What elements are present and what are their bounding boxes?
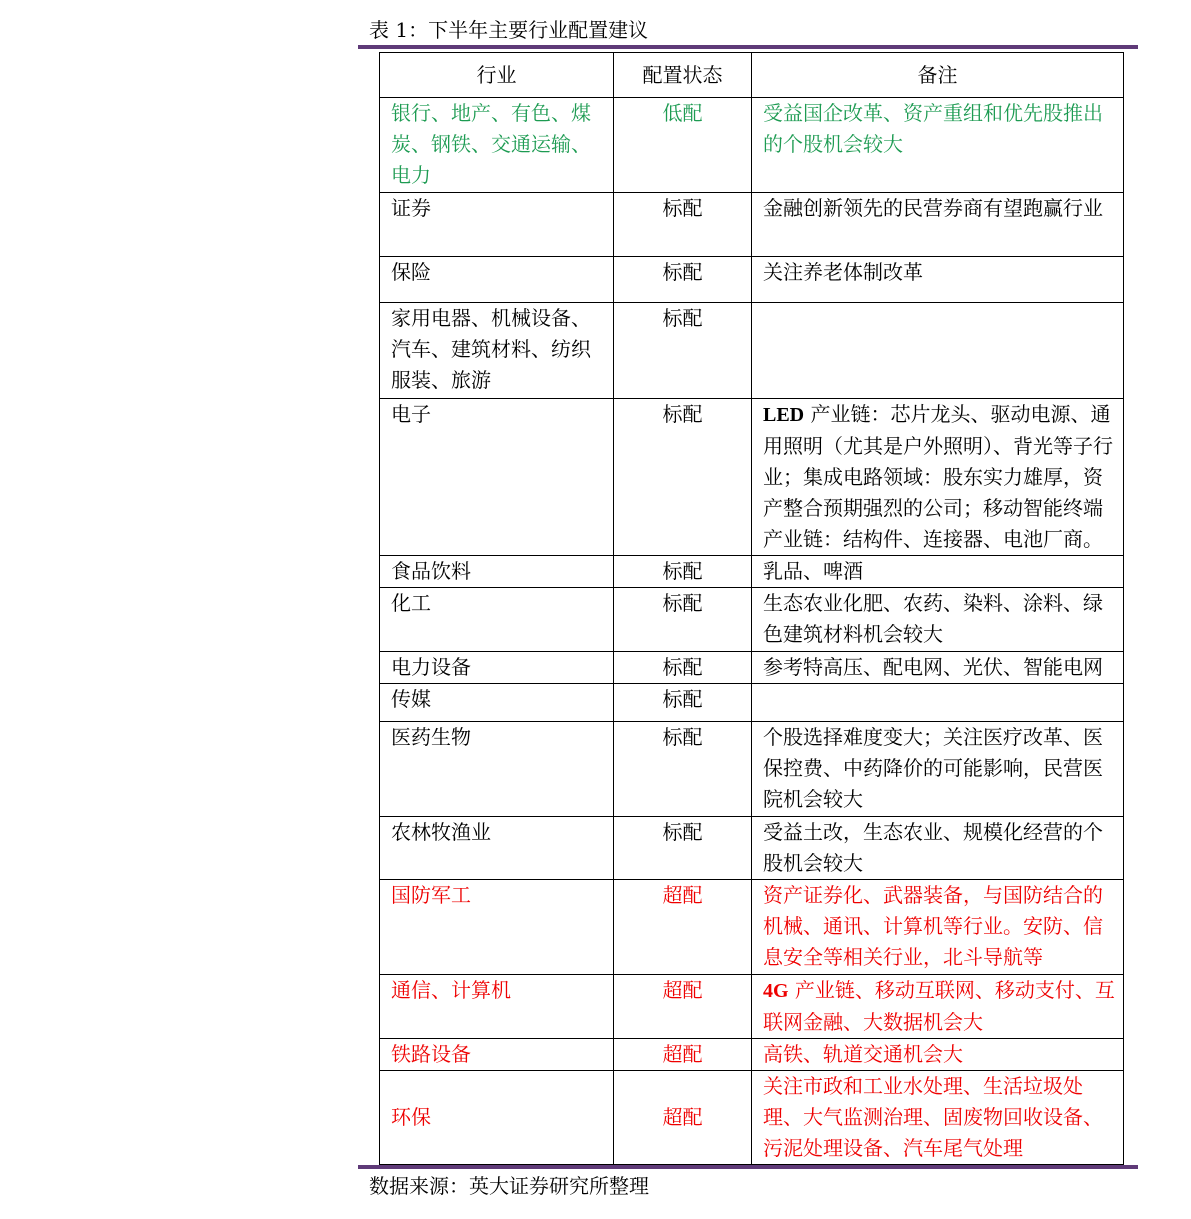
note-lead-text: 4G xyxy=(763,980,789,1002)
industry-cell: 通信、计算机 xyxy=(380,975,614,1039)
industry-cell: 环保 xyxy=(380,1071,614,1165)
industry-cell: 保险 xyxy=(380,257,614,303)
top-rule xyxy=(358,45,1138,49)
table-row xyxy=(380,817,1124,880)
table-row xyxy=(380,399,1124,556)
industry-cell: 证券 xyxy=(380,193,614,257)
table-header-row xyxy=(380,53,1124,98)
industry-cell: 传媒 xyxy=(380,684,614,722)
note-cell xyxy=(752,975,1124,1039)
note-text: 产业链、移动互联网、移动支付、互联网金融、大数据机会大 xyxy=(763,978,1115,1034)
status-cell: 标配 xyxy=(614,193,752,257)
industry-cell: 化工 xyxy=(380,588,614,652)
status-cell: 超配 xyxy=(614,975,752,1039)
status-cell: 标配 xyxy=(614,817,752,880)
industry-cell: 家用电器、机械设备、汽车、建筑材料、纺织服装、旅游 xyxy=(380,303,614,399)
note-cell: 受益国企改革、资产重组和优先股推出的个股机会较大 xyxy=(752,98,1124,193)
note-cell: 乳品、啤酒 xyxy=(752,556,1124,588)
note-cell: 受益土改，生态农业、规模化经营的个股机会较大 xyxy=(752,817,1124,880)
table-row xyxy=(380,98,1124,193)
table-row xyxy=(380,303,1124,399)
note-cell xyxy=(752,399,1124,556)
bottom-rule xyxy=(358,1165,1138,1169)
note-cell xyxy=(752,684,1124,722)
table-row xyxy=(380,1071,1124,1165)
industry-cell: 医药生物 xyxy=(380,722,614,817)
status-cell: 标配 xyxy=(614,399,752,556)
industry-cell: 国防军工 xyxy=(380,880,614,975)
industry-cell: 电力设备 xyxy=(380,652,614,684)
industry-cell: 银行、地产、有色、煤炭、钢铁、交通运输、电力 xyxy=(380,98,614,193)
table-row xyxy=(380,556,1124,588)
header-note: 备注 xyxy=(752,53,1124,98)
table-row xyxy=(380,588,1124,652)
source-note: 数据来源：英大证券研究所整理 xyxy=(369,1174,649,1198)
table-row xyxy=(380,1039,1124,1071)
industry-allocation-table xyxy=(379,52,1124,1165)
status-cell: 超配 xyxy=(614,880,752,975)
table-row xyxy=(380,880,1124,975)
note-cell xyxy=(752,303,1124,399)
note-text: 产业链：芯片龙头、驱动电源、通用照明（尤其是户外照明）、背光等子行业；集成电路领域：股东实力雄厚，资产整合预期强烈的公司；移动智能终端产业链：结构件、连接器、电池厂商。 xyxy=(763,402,1113,551)
industry-cell: 农林牧渔业 xyxy=(380,817,614,880)
table-row xyxy=(380,684,1124,722)
note-cell: 高铁、轨道交通机会大 xyxy=(752,1039,1124,1071)
note-cell: 关注市政和工业水处理、生活垃圾处理、大气监测治理、固废物回收设备、污泥处理设备、汽车尾气处理 xyxy=(752,1071,1124,1165)
table-row xyxy=(380,257,1124,303)
note-cell: 资产证券化、武器装备，与国防结合的机械、通讯、计算机等行业。安防、信息安全等相关行业，北斗导航等 xyxy=(752,880,1124,975)
note-cell: 参考特高压、配电网、光伏、智能电网 xyxy=(752,652,1124,684)
note-cell: 生态农业化肥、农药、染料、涂料、绿色建筑材料机会较大 xyxy=(752,588,1124,652)
industry-cell: 铁路设备 xyxy=(380,1039,614,1071)
status-cell: 超配 xyxy=(614,1039,752,1071)
table-title: 表 1：下半年主要行业配置建议 xyxy=(369,18,649,42)
header-industry: 行业 xyxy=(380,53,614,98)
status-cell: 标配 xyxy=(614,588,752,652)
table-row xyxy=(380,975,1124,1039)
note-cell: 金融创新领先的民营券商有望跑赢行业 xyxy=(752,193,1124,257)
table-row xyxy=(380,722,1124,817)
status-cell: 标配 xyxy=(614,303,752,399)
industry-cell: 食品饮料 xyxy=(380,556,614,588)
status-cell: 标配 xyxy=(614,722,752,817)
note-cell: 个股选择难度变大；关注医疗改革、医保控费、中药降价的可能影响，民营医院机会较大 xyxy=(752,722,1124,817)
note-lead-text: LED xyxy=(763,404,805,426)
status-cell: 标配 xyxy=(614,684,752,722)
table-row xyxy=(380,652,1124,684)
status-cell: 低配 xyxy=(614,98,752,193)
industry-cell: 电子 xyxy=(380,399,614,556)
header-status: 配置状态 xyxy=(614,53,752,98)
status-cell: 标配 xyxy=(614,257,752,303)
note-cell: 关注养老体制改革 xyxy=(752,257,1124,303)
status-cell: 标配 xyxy=(614,652,752,684)
status-cell: 超配 xyxy=(614,1071,752,1165)
table-row xyxy=(380,193,1124,257)
status-cell: 标配 xyxy=(614,556,752,588)
